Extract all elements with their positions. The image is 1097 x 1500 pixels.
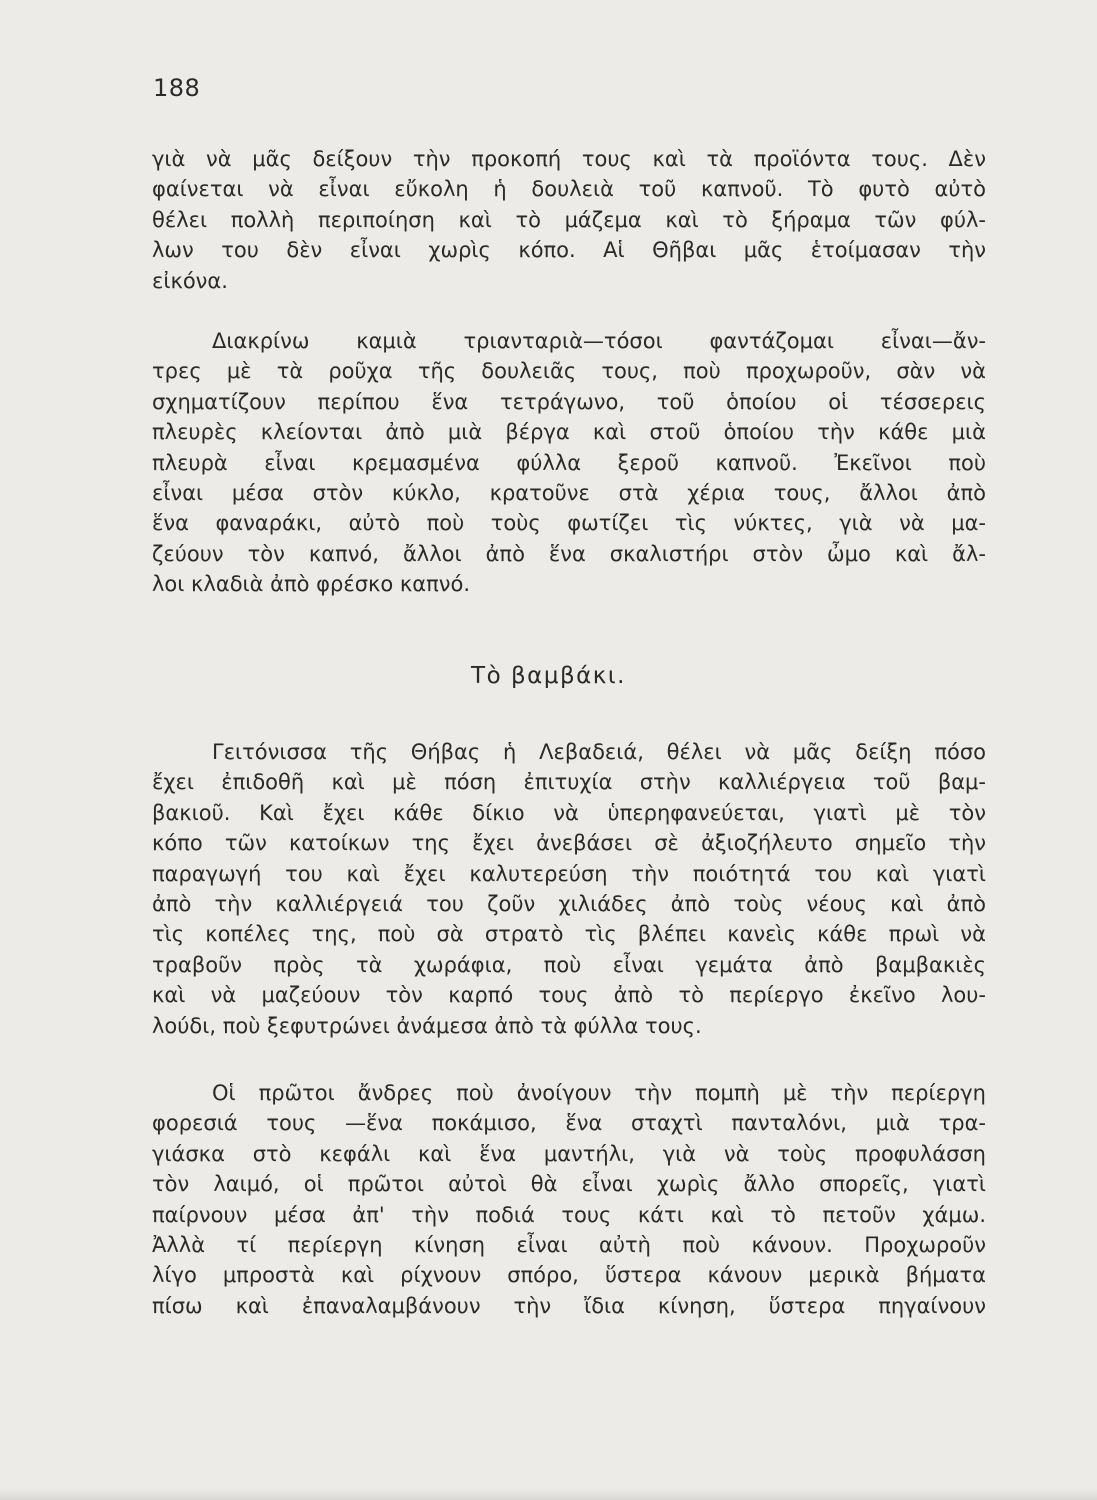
text-line: φορεσιά τους —ἕνα ποκάμισο, ἕνα σταχτὶ πανταλόνι, μιὰ τρα- <box>152 1111 986 1136</box>
text-line: Γειτόνισσα τῆς Θήβας ἡ Λεβαδειά, θέλει νὰ μᾶς δείξη πόσο <box>212 740 986 764</box>
text-line: ζεύουν τὸν καπνό, ἄλλοι ἀπὸ ἕνα σκαλιστήρι στὸν ὦμο καὶ ἄλ- <box>152 541 986 566</box>
paragraph-4 <box>152 1078 986 1321</box>
paragraph-2 <box>152 326 986 600</box>
text-line: πίσω καὶ ἐπαναλαμβάνουν τὴν ἴδια κίνηση, ὕστερα πηγαίνουν <box>152 1293 986 1318</box>
text-line: γιάσκα στὸ κεφάλι καὶ ἕνα μαντήλι, γιὰ νὰ τοὺς προφυλάσση <box>152 1141 986 1166</box>
text-line: βακιοῦ. Καὶ ἔχει κάθε δίκιο νὰ ὑπερηφανεύεται, γιατὶ μὲ τὸν <box>152 800 986 825</box>
text-line: πλευρὲς κλείονται ἀπὸ μιὰ βέργα καὶ στοῦ ὁποίου τὴν κάθε μιὰ <box>152 420 986 445</box>
text-line: σχηματίζουν περίπου ἕνα τετράγωνο, τοῦ ὁποίου οἱ τέσσερεις <box>152 389 986 414</box>
text-line: Οἱ πρῶτοι ἄνδρες ποὺ ἀνοίγουν τὴν πομπὴ μὲ τὴν περίεργη <box>212 1081 986 1105</box>
page-edge-shadow <box>0 1488 1097 1500</box>
text-line: θέλει πολλὴ περιποίηση καὶ τὸ μάζεμα καὶ τὸ ξήραμα τῶν φύλ- <box>152 207 986 232</box>
text-line: Ἀλλὰ τί περίεργη κίνηση εἶναι αὐτὴ ποὺ κάνουν. Προχωροῦν <box>152 1232 986 1257</box>
text-line: παραγωγή του καὶ ἔχει καλυτερεύση τὴν ποιότητά του καὶ γιατὶ <box>152 861 986 886</box>
section-heading: Τὸ βαμβάκι. <box>471 663 626 689</box>
text-line: τρες μὲ τὰ ροῦχα τῆς δουλειᾶς τους, ποὺ προχωροῦν, σὰν νὰ <box>152 359 986 384</box>
text-line: τραβοῦν πρὸς τὰ χωράφια, ποὺ εἶναι γεμάτα ἀπὸ βαμβακιὲς <box>152 952 986 977</box>
text-line: λοι κλαδιὰ ἀπὸ φρέσκο καπνό. <box>152 572 471 597</box>
text-line: κόπο τῶν κατοίκων της ἔχει ἀνεβάσει σὲ ἀξιοζήλευτο σημεῖο τὴν <box>152 831 986 856</box>
paragraph-3 <box>152 737 986 1041</box>
paragraph-1 <box>152 144 986 296</box>
text-line: γιὰ νὰ μᾶς δείξουν τὴν προκοπή τους καὶ τὰ προϊόντα τους. Δὲν <box>152 147 986 171</box>
page-number: 188 <box>153 74 201 102</box>
text-line: παίρνουν μέσα ἀπ' τὴν ποδιά τους κάτι καὶ τὸ πετοῦν χάμω. <box>152 1202 986 1227</box>
text-line: εἶναι μέσα στὸν κύκλο, κρατοῦνε στὰ χέρια τους, ἄλλοι ἀπὸ <box>152 480 986 505</box>
text-line: τὸν λαιμό, οἱ πρῶτοι αὐτοὶ θὰ εἶναι χωρὶς ἄλλο σπορεῖς, γιατὶ <box>152 1172 986 1197</box>
text-line: εἰκόνα. <box>152 268 228 293</box>
text-line: ἔχει ἐπιδοθῆ καὶ μὲ πόση ἐπιτυχία στὴν καλλιέργεια τοῦ βαμ- <box>152 770 986 795</box>
text-line: πλευρὰ εἶναι κρεμασμένα φύλλα ξεροῦ καπνοῦ. Ἐκεῖνοι ποὺ <box>152 450 986 475</box>
text-line: καὶ νὰ μαζεύουν τὸν καρπό τους ἀπὸ τὸ περίεργο ἐκεῖνο λου- <box>152 983 986 1008</box>
text-line: τὶς κοπέλες της, ποὺ σὰ στρατὸ τὶς βλέπει κανεὶς κάθε πρωὶ νὰ <box>152 922 986 947</box>
text-line: φαίνεται νὰ εἶναι εὔκολη ἡ δουλειὰ τοῦ καπνοῦ. Τὸ φυτὸ αὐτὸ <box>152 177 986 202</box>
text-line: ἀπὸ τὴν καλλιέργειά του ζοῦν χιλιάδες ἀπὸ τοὺς νέους καὶ ἀπὸ <box>152 891 986 916</box>
text-line: λούδι, ποὺ ξεφυτρώνει ἀνάμεσα ἀπὸ τὰ φύλλα τους. <box>152 1013 702 1038</box>
text-line: Διακρίνω καμιὰ τριανταριὰ—τόσοι φαντάζομαι εἶναι—ἄν- <box>212 329 986 353</box>
text-line: λίγο μπροστὰ καὶ ρίχνουν σπόρο, ὕστερα κάνουν μερικὰ βήματα <box>152 1263 986 1288</box>
text-line: ἕνα φαναράκι, αὐτὸ ποὺ τοὺς φωτίζει τὶς νύκτες, γιὰ νὰ μα- <box>152 511 986 536</box>
text-line: λων του δὲν εἶναι χωρὶς κόπο. Αἱ Θῆβαι μᾶς ἑτοίμασαν τὴν <box>152 238 986 263</box>
